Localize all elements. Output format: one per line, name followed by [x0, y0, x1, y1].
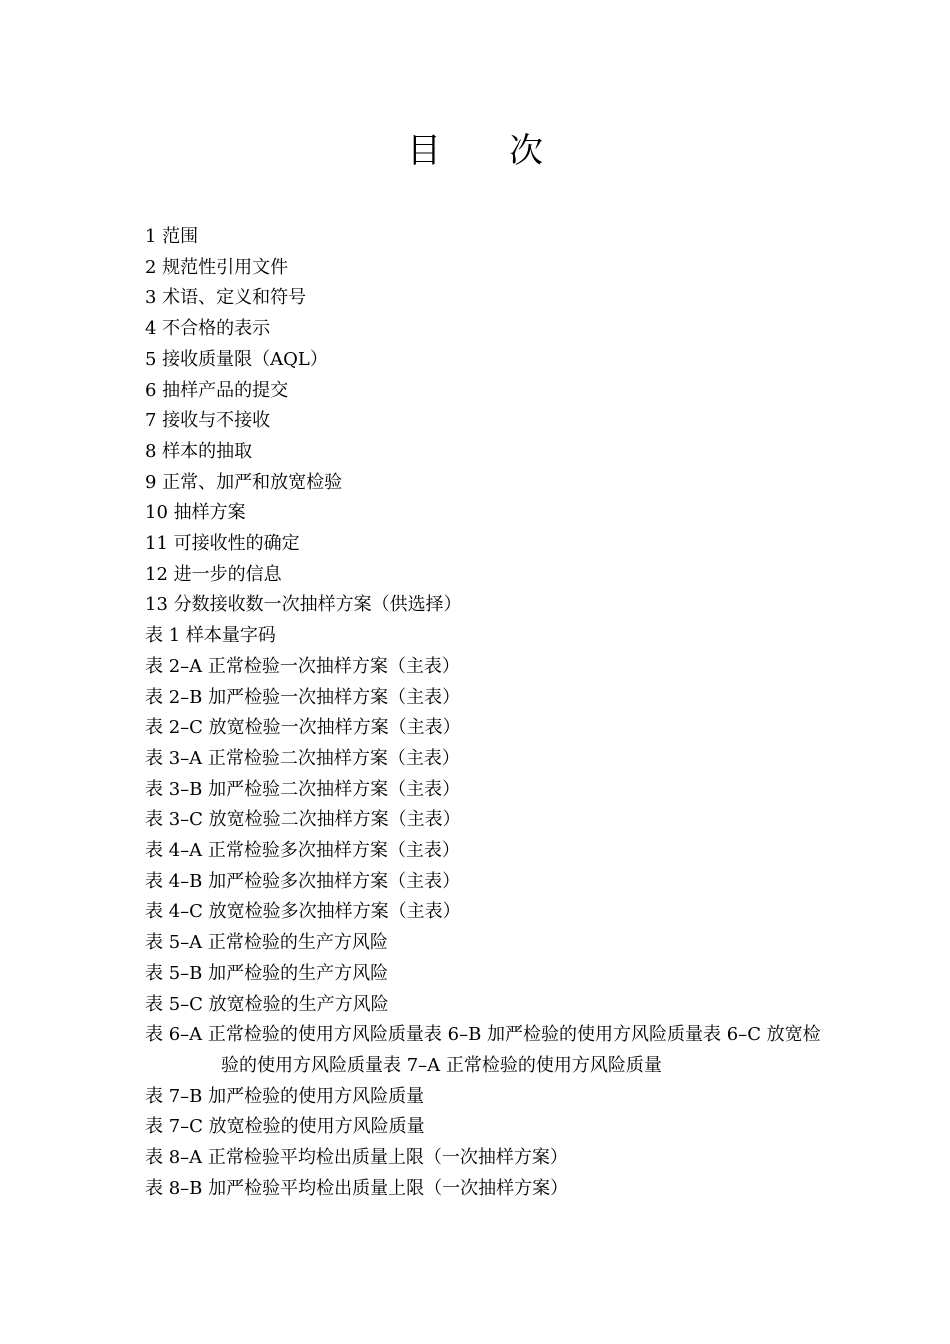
toc-entry-table-5b[interactable]: 表 5–B 加严检验的生产方风险: [145, 962, 389, 984]
toc-entry-table-1[interactable]: 表 1 样本量字码: [145, 625, 276, 647]
toc-entry-6[interactable]: 6 抽样产品的提交: [145, 379, 289, 401]
toc-entry-10[interactable]: 10 抽样方案: [145, 502, 246, 524]
toc-entry-4[interactable]: 4 不合格的表示: [145, 318, 271, 340]
toc-entry-3[interactable]: 3 术语、定义和符号: [145, 287, 307, 309]
toc-entry-table-3b[interactable]: 表 3–B 加严检验二次抽样方案（主表）: [145, 778, 461, 800]
toc-entry-table-7b[interactable]: 表 7–B 加严检验的使用方风险质量: [145, 1085, 425, 1107]
toc-entry-table-8a[interactable]: 表 8–A 正常检验平均检出质量上限（一次抽样方案）: [145, 1147, 568, 1169]
toc-entry-table-6-7-combined[interactable]: 表 6–A 正常检验的使用方风险质量表 6–B 加严检验的使用方风险质量表 6–C 放宽检验的使用方风险质量表 7–A 正常检验的使用方风险质量: [145, 1024, 821, 1076]
toc-entry-table-4a[interactable]: 表 4–A 正常检验多次抽样方案（主表）: [145, 840, 460, 862]
toc-entry-table-2b[interactable]: 表 2–B 加严检验一次抽样方案（主表）: [145, 686, 461, 708]
title-char-2: 次: [509, 131, 543, 171]
toc-entry-11[interactable]: 11 可接收性的确定: [145, 533, 300, 555]
toc-entry-13[interactable]: 13 分数接收数一次抽样方案（供选择）: [145, 594, 462, 616]
toc-entry-table-3c[interactable]: 表 3–C 放宽检验二次抽样方案（主表）: [145, 809, 461, 831]
page-title: [0, 128, 950, 174]
toc-entry-12[interactable]: 12 进一步的信息: [145, 563, 282, 585]
toc-entry-9[interactable]: 9 正常、加严和放宽检验: [145, 471, 343, 493]
toc-entry-5[interactable]: 5 接收质量限（AQL）: [145, 348, 328, 370]
toc-entry-table-4c[interactable]: 表 4–C 放宽检验多次抽样方案（主表）: [145, 901, 461, 923]
toc-entry-2[interactable]: 2 规范性引用文件: [145, 256, 289, 278]
toc-entry-table-5c[interactable]: 表 5–C 放宽检验的生产方风险: [145, 993, 389, 1015]
toc-entry-table-5a[interactable]: 表 5–A 正常检验的生产方风险: [145, 932, 388, 954]
toc-entry-1[interactable]: 1 范围: [145, 226, 199, 247]
toc-entry-table-2c[interactable]: 表 2–C 放宽检验一次抽样方案（主表）: [145, 717, 461, 739]
toc-entry-table-4b[interactable]: 表 4–B 加严检验多次抽样方案（主表）: [145, 870, 461, 892]
toc-entry-table-3a[interactable]: 表 3–A 正常检验二次抽样方案（主表）: [145, 747, 460, 769]
toc-entry-8[interactable]: 8 样本的抽取: [145, 440, 253, 462]
toc-entry-7[interactable]: 7 接收与不接收: [145, 410, 271, 432]
table-of-contents: [145, 222, 825, 1205]
toc-entry-table-8b[interactable]: 表 8–B 加严检验平均检出质量上限（一次抽样方案）: [145, 1177, 569, 1199]
title-char-1: 目: [407, 131, 441, 171]
toc-entry-table-2a[interactable]: 表 2–A 正常检验一次抽样方案（主表）: [145, 655, 460, 677]
toc-entry-table-7c[interactable]: 表 7–C 放宽检验的使用方风险质量: [145, 1116, 425, 1138]
